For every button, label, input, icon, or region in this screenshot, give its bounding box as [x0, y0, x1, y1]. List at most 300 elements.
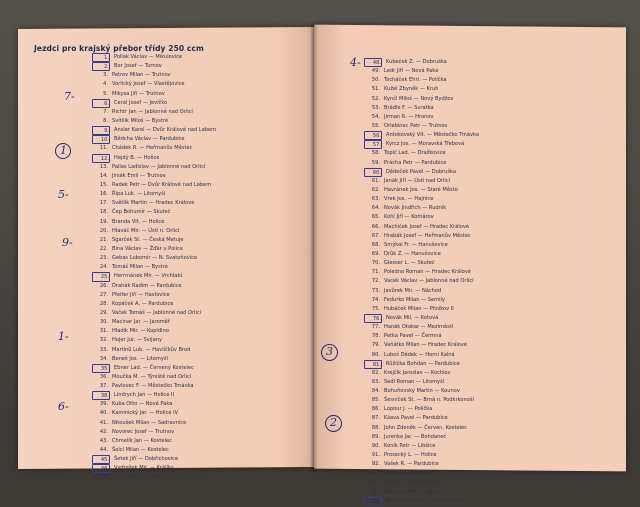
entry-rider: Řípa Luk. — Litomyšl [112, 191, 166, 198]
entry-number: 52. [371, 95, 380, 102]
entry-row [92, 318, 216, 327]
entry-number: 32. [99, 337, 108, 344]
entry-rider: Jirman R. — Hronov [384, 113, 434, 120]
entry-row [92, 364, 216, 373]
entry-row [364, 341, 479, 350]
entry-rider: Sedl Roman — Litomyšl [384, 378, 445, 385]
entry-row [92, 190, 216, 199]
entry-rider: Vašek R. — Pardubice [384, 461, 439, 468]
entry-rider: Luboš Dědek — Horní Kalná [384, 351, 455, 358]
entry-rider: Bohuněk Petr — Skuteč [384, 488, 444, 495]
entry-row [364, 113, 479, 122]
entry-rider: Šolcl Milan — Kostelec [112, 447, 169, 454]
entry-rider: Machiček Josef — Hradec Králové [384, 223, 470, 230]
entry-number: 5. [103, 90, 108, 97]
entry-row [92, 53, 216, 62]
handwritten-circle [325, 415, 342, 432]
entry-row [92, 218, 216, 227]
entry-row [92, 437, 216, 446]
entry-row [92, 126, 216, 135]
entry-row [92, 291, 216, 300]
entry-number: 46. [92, 464, 110, 473]
entry-rider: Kuba Otto — Nová Paka [112, 401, 173, 408]
entry-number: 26. [99, 282, 108, 289]
entry-row [364, 159, 479, 168]
entry-rider: Jaura P. — Vamberk [384, 470, 434, 477]
entry-rider: Herrmánek Mir. — Vrchlabí [114, 273, 183, 280]
entry-rider: Bína Václav — Žďár u Police [112, 245, 183, 252]
entry-rider: Svítilik Miloš — Bystré [112, 117, 169, 124]
entry-rider: Petrov Milan — Trutnov [112, 72, 171, 79]
entry-rider: John Zdeněk — Červen. Kostelec [384, 424, 467, 431]
page-title: Jezdci pro krajský přebor třídy 250 ccm [34, 44, 204, 53]
entry-number: 64. [371, 205, 380, 212]
entry-number: 96. [364, 497, 382, 506]
entry-row [364, 451, 479, 460]
entry-number: 41. [99, 419, 108, 426]
entry-row [92, 309, 216, 318]
entry-rider: Javůrek Mir. — Náchod [384, 287, 442, 294]
entry-number: 14. [99, 172, 108, 179]
entry-rider: Richtr Jan — Jablonné nad Orlicí [112, 108, 193, 115]
entry-row [364, 104, 479, 113]
entry-number: 78. [371, 333, 380, 340]
entry-rider: Kaminický Jar. — Holice IV [112, 410, 179, 417]
entry-rider: Ledr Jiří — Nová Paka [384, 68, 439, 75]
entry-row [364, 58, 479, 67]
entry-row [92, 245, 216, 254]
entry-number: 69. [371, 250, 380, 257]
entry-number: 20. [99, 227, 108, 234]
entry-number: 73. [371, 287, 380, 294]
entry-rider: Kynčl Miloš — Nový Bydžov [384, 95, 454, 102]
entry-row [92, 108, 216, 117]
entry-number: 53. [371, 104, 380, 111]
entry-rider: Drahák Radim — Pardubice [112, 282, 182, 289]
entry-rider: Radek Petr — Dvůr Králové nad Labem [112, 181, 212, 188]
entry-number: 43. [99, 437, 108, 444]
entry-rider: Kšava Pavel — Pardubice [384, 415, 448, 422]
entry-rider: Lopour J. — Polička [384, 406, 433, 413]
entry-number: 86. [371, 406, 380, 413]
entry-row [92, 227, 216, 236]
entry-rider: Krejčík Jaroslav — Kochlov [384, 369, 451, 376]
entry-rider: Vacek Václav — Jablonné nad Orlicí [384, 278, 474, 285]
entry-row [364, 424, 479, 433]
entry-rider: Jonák Milan — Polička [112, 474, 168, 481]
entry-number: 9. [92, 126, 110, 135]
entry-rider: Brádle F. — Svratka [384, 104, 434, 111]
entry-rider: Janák Jiří — Ústí nad Orlicí [384, 177, 451, 184]
entry-rider: Kužel Zbyněk — Kruh [384, 86, 439, 93]
entry-row [364, 259, 479, 268]
entry-row [364, 433, 479, 442]
entry-number: 72. [371, 278, 380, 285]
entry-number: 63. [371, 196, 380, 203]
entry-number: 30. [99, 319, 108, 326]
entry-rider: Kyrcz Jos. — Moravská Třebová [386, 141, 465, 148]
entry-rider: Kubeček Z. — Dobruška [386, 59, 447, 65]
entry-row [364, 168, 479, 177]
entry-row [92, 473, 216, 482]
entry-rider: Jirsák Emil — Trutnov [112, 172, 166, 179]
entry-row [364, 460, 479, 469]
entry-row [364, 305, 479, 314]
entry-number: 12. [92, 154, 110, 163]
entry-number: 45. [92, 455, 110, 464]
entry-number: 1. [92, 53, 110, 62]
entry-row [92, 263, 216, 272]
entry-rider: Ceral Josef — Jevíčko [114, 99, 168, 106]
entry-rider: Vorlický Josef — Vlastějovice [112, 81, 185, 88]
entry-number: 80. [371, 351, 380, 358]
entry-number: 19. [99, 218, 108, 225]
entry-number: 74. [371, 296, 380, 303]
entry-row [364, 469, 479, 478]
entry-rider: Moučka M. — Týniště nad Orlicí [112, 373, 192, 380]
entry-rider: Růžička Bohdan — Pardubice [386, 360, 460, 367]
entry-row [364, 351, 479, 360]
entry-row [92, 99, 216, 108]
entry-number: 89. [371, 433, 380, 440]
entry-row [364, 277, 479, 286]
entry-rider: Novák Jindřich — Rudník [384, 205, 447, 212]
entry-number: 49. [371, 68, 380, 75]
entry-row [92, 373, 216, 382]
entry-number: 87. [371, 415, 380, 422]
entry-number: 31. [99, 328, 108, 335]
entry-rider: Hrabák Josef — Heřmanův Městec [384, 232, 471, 239]
entry-number: 66. [371, 223, 380, 230]
entry-rider: Topič Lad. — Dražkovice [384, 150, 446, 157]
left-entry-list [92, 53, 216, 483]
entry-number: 15. [99, 181, 108, 188]
entry-rider: Branda Vit. — Holice [112, 218, 165, 225]
entry-rider: Pfeifer Jiří — Havlovice [112, 291, 170, 298]
entry-rider: Chádek R. — Heřmanův Městec [112, 145, 193, 152]
entry-number: 27. [99, 291, 108, 298]
entry-row [92, 236, 216, 245]
entry-number: 76. [364, 314, 382, 323]
entry-row [364, 186, 479, 195]
entry-number: 7. [103, 108, 108, 115]
entry-rider: Antokovský Vít. — Městečko Trnávka [386, 132, 479, 139]
entry-rider: Tocháček Ehrl. — Polička [384, 77, 447, 84]
entry-row [92, 300, 216, 309]
entry-rider: Pallas Ladislav — Jablonné nad Orlicí [112, 163, 206, 170]
entry-row [364, 131, 479, 140]
entry-row [364, 396, 479, 405]
handwritten-mark: 9- [62, 236, 73, 249]
entry-row [92, 272, 216, 281]
entry-number: 40. [99, 410, 108, 417]
entry-rider: Novák Mil. — Kotová [386, 314, 439, 321]
entry-number: 68. [371, 241, 380, 248]
entry-rider: Bohuňovský Martin — Kounov [384, 388, 460, 395]
entry-number: 56. [364, 131, 382, 140]
entry-rider: Nitoušek Milan — Sadravnice [112, 419, 187, 426]
entry-rider: Sgarček St. — Česká Metuje [112, 236, 184, 243]
entry-number: 33. [99, 346, 108, 353]
handwritten-circle [55, 143, 71, 159]
entry-row [92, 327, 216, 336]
entry-rider: Macinar Jar. — Jaroměř [112, 319, 170, 326]
entry-number: 71. [371, 269, 380, 276]
entry-row [92, 419, 216, 428]
entry-row [92, 199, 216, 208]
entry-row [364, 287, 479, 296]
entry-number: 23. [99, 255, 108, 262]
entry-number: 22. [99, 245, 108, 252]
entry-row [364, 140, 479, 149]
entry-rider: Beneš Jos. — Litomyšl [112, 355, 168, 362]
entry-row [364, 95, 479, 104]
entry-rider: Ansler Karel — Dvůr Králové nad Labem [114, 127, 217, 134]
entry-number: 3. [103, 72, 108, 79]
entry-rider: Novorec Josef — Trutnov [112, 428, 175, 435]
handwritten-mark: 7- [64, 90, 75, 103]
entry-row [92, 135, 216, 144]
entry-rider: Vydražek Mir. — Králíky [114, 465, 174, 472]
entry-number: 21. [99, 236, 108, 243]
entry-row [364, 204, 479, 213]
entry-row [364, 177, 479, 186]
entry-number: 39. [99, 401, 108, 408]
entry-number: 44. [99, 447, 108, 454]
entry-number: 94. [371, 479, 380, 486]
entry-row [92, 154, 216, 163]
entry-number: 61. [371, 177, 380, 184]
entry-rider: Beneš I. — Mistrovice [384, 479, 439, 486]
entry-row [364, 414, 479, 423]
entry-row [92, 446, 216, 455]
entry-number: 79. [371, 342, 380, 349]
entry-number: 50. [371, 77, 380, 84]
entry-row [92, 355, 216, 364]
handwritten-mark: 1 [60, 144, 67, 157]
entry-number: 65. [371, 214, 380, 221]
entry-number: 82. [371, 369, 380, 376]
entry-number: 36. [99, 373, 108, 380]
entry-rider: Hejdý B. — Holice [114, 154, 160, 161]
handwritten-mark: 6- [58, 400, 69, 413]
entry-row [92, 282, 216, 291]
entry-rider: Hlaváč Mir. — Ústí n. Orlicí [112, 227, 180, 234]
entry-rider: Drůk Z. — Hanušovice [384, 250, 441, 257]
entry-number: 54. [371, 113, 380, 120]
entry-number: 91. [371, 452, 380, 459]
entry-number: 6. [92, 99, 110, 108]
entry-rider: Šesníček St. — Brná n. Podkrkonoší [384, 397, 474, 404]
entry-rider: Tomáš Milan — Bystré [112, 264, 168, 271]
entry-number: 16. [99, 191, 108, 198]
entry-number: 48. [364, 58, 382, 67]
entry-number: 28. [99, 300, 108, 307]
entry-number: 17. [99, 200, 108, 207]
entry-number: 67. [371, 232, 380, 239]
entry-number: 18. [99, 209, 108, 216]
page-fold [310, 24, 318, 472]
entry-rider: Prácha Petr — Pardubice [384, 159, 447, 166]
entry-number: 29. [99, 309, 108, 316]
entry-number: 57. [364, 140, 382, 149]
entry-number: 85. [371, 397, 380, 404]
entry-rider: Gebas Lubomír — N. Svatoňovice [112, 255, 198, 262]
entry-number: 4. [103, 81, 108, 88]
entry-rider: Fedurko Milan — Semily [384, 296, 445, 303]
entry-number: 60. [364, 168, 382, 177]
entry-row [364, 232, 479, 241]
entry-number: 35. [92, 364, 110, 373]
entry-number: 70. [371, 260, 380, 267]
entry-rider: Světlík Martin — Hradec Králové [112, 200, 195, 207]
entry-rider: Bědcha Václav — Pardubice [114, 136, 185, 143]
entry-number: 92. [371, 461, 380, 468]
entry-number: 8. [103, 117, 108, 124]
entry-row [92, 117, 216, 126]
entry-number: 47. [99, 474, 108, 481]
entry-row [92, 90, 216, 99]
entry-rider: Hanák Otakar — Meziměstí [384, 324, 454, 331]
entry-row [364, 85, 479, 94]
entry-number: 75. [371, 305, 380, 312]
entry-row [364, 67, 479, 76]
handwritten-mark: 3 [326, 345, 333, 358]
entry-rider: Dědeček Pavel — Dobruška [386, 168, 457, 175]
entry-rider: Hojer Jur. — Svijany [112, 337, 162, 344]
entry-row [92, 455, 216, 464]
entry-row [364, 369, 479, 378]
entry-number: 81. [364, 360, 382, 369]
entry-rider: Ebner Lad. — Červený Kostelec [114, 364, 194, 371]
entry-number: 77. [371, 324, 380, 331]
entry-rider: Škrabal Arnošt — Staré Město [386, 497, 462, 504]
entry-rider: Vaňátko Milan — Hradec Králové [384, 342, 468, 349]
entry-row [364, 195, 479, 204]
right-entry-list [364, 58, 479, 506]
entry-row [92, 346, 216, 355]
entry-number: 93. [371, 470, 380, 477]
entry-row [92, 181, 216, 190]
entry-rider: Kopáček A. — Pardubice [112, 300, 174, 307]
entry-row [364, 323, 479, 332]
entry-rider: Mikysa Jiří — Trutnov [112, 90, 165, 97]
entry-rider: Bor Josef — Turnov [114, 63, 162, 70]
entry-row [364, 497, 479, 506]
handwritten-circle [321, 344, 338, 361]
entry-number: 37. [99, 383, 108, 390]
entry-rider: Orlebinec Petr — Trutnov [384, 122, 448, 129]
entry-row [92, 336, 216, 345]
entry-rider: Vrek Jos. — Hajnice [384, 196, 434, 203]
entry-rider: Petka Pavel — Čermná [384, 333, 442, 340]
entry-row [364, 149, 479, 158]
entry-row [364, 241, 479, 250]
entry-row [92, 400, 216, 409]
entry-row [364, 360, 479, 369]
entry-number: 90. [371, 442, 380, 449]
entry-row [364, 223, 479, 232]
entry-rider: Poledno Roman — Hradec Králové [384, 269, 471, 276]
entry-row [364, 488, 479, 497]
handwritten-mark: 2 [330, 416, 337, 429]
entry-number: 95. [371, 488, 380, 495]
entry-number: 38. [92, 391, 110, 400]
entry-row [92, 144, 216, 153]
entry-rider: Glesser L. — Skuteč [384, 260, 435, 267]
entry-number: 42. [99, 428, 108, 435]
entry-rider: Havránek Jos. — Staré Město [384, 186, 458, 193]
entry-rider: Koník Petr — Libšice [384, 442, 436, 449]
entry-row [364, 296, 479, 305]
entry-rider: Vaček Tomáš — Jablonné nad Orlicí [112, 309, 202, 316]
handwritten-mark: 1- [58, 330, 69, 343]
handwritten-mark: 4- [350, 56, 361, 69]
entry-number: 59. [371, 159, 380, 166]
entry-row [92, 464, 216, 473]
entry-row [364, 76, 479, 85]
entry-rider: Jurenka Jar. — Bohdaneč [384, 433, 447, 440]
entry-rider: Kohl Jiří — Komárov [384, 214, 434, 221]
entry-row [364, 405, 479, 414]
entry-row [92, 409, 216, 418]
entry-row [364, 442, 479, 451]
entry-number: 2. [92, 62, 110, 71]
entry-number: 51. [371, 86, 380, 93]
handwritten-mark: 5- [58, 188, 69, 201]
entry-row [92, 71, 216, 80]
entry-row [92, 254, 216, 263]
entry-row [92, 391, 216, 400]
entry-row [364, 268, 479, 277]
entry-row [364, 213, 479, 222]
entry-row [364, 250, 479, 259]
entry-rider: Čep Bohumír — Skuteč [112, 209, 171, 216]
entry-row [364, 122, 479, 131]
entry-row [92, 163, 216, 172]
entry-rider: Prosecký L. — Holice [384, 452, 437, 459]
entry-rider: Hubáček Milan — Pilníkov II [384, 305, 454, 312]
entry-row [92, 208, 216, 217]
entry-rider: Pollak Václav — Mikulovice [114, 54, 183, 60]
entry-number: 13. [99, 163, 108, 170]
entry-number: 11. [99, 145, 108, 152]
entry-row [92, 80, 216, 89]
entry-row [92, 428, 216, 437]
entry-number: 10. [92, 135, 110, 144]
entry-number: 34. [99, 355, 108, 362]
entry-rider: Šetek Jiří — Dobřichovice [114, 456, 179, 463]
entry-rider: Lindrych Jan — Holice II [114, 392, 174, 399]
entry-row [92, 172, 216, 181]
entry-rider: Smýkal Fr. — Hanušovice [384, 241, 448, 248]
entry-row [364, 378, 479, 387]
entry-number: 55. [371, 122, 380, 129]
entry-number: 83. [371, 378, 380, 385]
entry-number: 25. [92, 272, 110, 281]
entry-row [92, 382, 216, 391]
entry-rider: Martinů Lub. — Havlíčkův Brod [112, 346, 191, 353]
entry-number: 58. [371, 150, 380, 157]
entry-number: 62. [371, 186, 380, 193]
entry-row [364, 314, 479, 323]
entry-row [364, 332, 479, 341]
entry-number: 84. [371, 388, 380, 395]
entry-rider: Hladík Mir. — Kopidlno [112, 328, 169, 335]
entry-number: 88. [371, 424, 380, 431]
entry-rider: Pavlovec F. — Městečko Trnávka [112, 383, 194, 390]
entry-row [92, 62, 216, 71]
